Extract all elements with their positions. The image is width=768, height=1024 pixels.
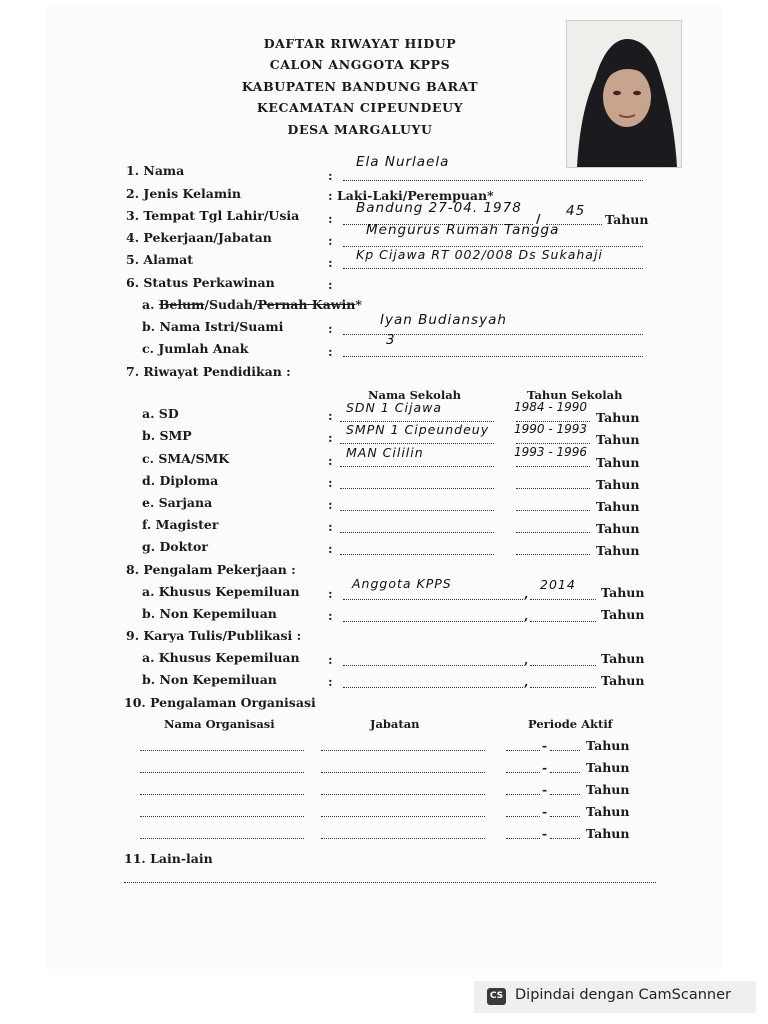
camscanner-logo-icon: CS xyxy=(487,988,506,1005)
org-unit: Tahun xyxy=(586,782,630,797)
col-org-role: Jabatan xyxy=(370,717,420,731)
karya-unit: Tahun xyxy=(601,673,645,688)
colon: : xyxy=(328,344,333,359)
karya-line[interactable] xyxy=(343,665,523,666)
col-year: Tahun Sekolah xyxy=(527,388,623,402)
org-name-line[interactable] xyxy=(140,750,304,751)
doc-regency: KABUPATEN BANDUNG BARAT xyxy=(241,79,479,94)
comma: , xyxy=(524,674,529,689)
comma: , xyxy=(524,652,529,667)
colon: : xyxy=(328,430,333,445)
org-start-line[interactable] xyxy=(506,816,540,817)
org-name-line[interactable] xyxy=(140,794,304,795)
org-role-line[interactable] xyxy=(321,838,485,839)
job-year-line xyxy=(530,621,596,622)
org-start-line[interactable] xyxy=(506,838,540,839)
ttl-age[interactable]: 45 xyxy=(566,203,586,219)
edu-school-line xyxy=(340,488,494,489)
dash: - xyxy=(542,760,548,775)
doc-district: KECAMATAN CIPEUNDEUY xyxy=(256,100,464,115)
colon: : xyxy=(328,519,333,534)
karya-line[interactable] xyxy=(343,687,523,688)
doc-subtitle: CALON ANGGOTA KPPS xyxy=(269,57,451,72)
ttl-place-date[interactable]: Bandung 27-04. 1978 xyxy=(356,200,522,216)
istri-value[interactable]: Iyan Budiansyah xyxy=(380,312,507,328)
camscanner-text: Dipindai dengan CamScanner xyxy=(515,987,732,1003)
edu-unit: Tahun xyxy=(596,455,640,470)
org-unit: Tahun xyxy=(586,804,630,819)
edu-school-line xyxy=(340,443,494,444)
karya-unit: Tahun xyxy=(601,651,645,666)
edu-year-line xyxy=(516,443,590,444)
col-org-period: Periode Aktif xyxy=(528,717,613,731)
dash: - xyxy=(542,782,548,797)
profile-photo xyxy=(566,20,682,168)
org-start-line[interactable] xyxy=(506,772,540,773)
org-name-line[interactable] xyxy=(140,772,304,773)
karya-title: 9. Karya Tulis/Publikasi : xyxy=(126,628,302,643)
kerja-label: 4. Pekerjaan/Jabatan xyxy=(126,230,272,245)
org-role-line[interactable] xyxy=(321,794,485,795)
pendidikan-title: 7. Riwayat Pendidikan : xyxy=(126,364,291,379)
org-start-line[interactable] xyxy=(506,794,540,795)
org-unit: Tahun xyxy=(586,760,630,775)
edu-school-line xyxy=(340,466,494,467)
job-label: a. Khusus Kepemiluan xyxy=(142,584,300,599)
org-unit: Tahun xyxy=(586,738,630,753)
organisasi-title: 10. Pengalaman Organisasi xyxy=(124,695,316,710)
edu-label: f. Magister xyxy=(142,517,219,532)
kerja-value[interactable]: Mengurus Rumah Tangga xyxy=(366,222,560,238)
job-label: b. Non Kepemiluan xyxy=(142,606,277,621)
org-name-line[interactable] xyxy=(140,838,304,839)
col-school: Nama Sekolah xyxy=(368,388,462,402)
karya-label: b. Non Kepemiluan xyxy=(142,672,277,687)
pekerjaan-title: 8. Pengalam Pekerjaan : xyxy=(126,562,296,577)
ttl-label: 3. Tempat Tgl Lahir/Usia xyxy=(126,208,300,223)
colon: : xyxy=(328,233,333,248)
job-unit: Tahun xyxy=(601,585,645,600)
edu-year-line xyxy=(516,510,590,511)
edu-label: c. SMA/SMK xyxy=(142,451,230,466)
edu-school-value[interactable]: SDN 1 Cijawa xyxy=(346,400,443,415)
nama-value[interactable]: Ela Nurlaela xyxy=(356,154,450,170)
edu-school-line xyxy=(340,554,494,555)
anak-label: c. Jumlah Anak xyxy=(142,341,249,356)
edu-unit: Tahun xyxy=(596,432,640,447)
alamat-value[interactable]: Kp Cijawa RT 002/008 Ds Sukahaji xyxy=(356,247,603,262)
colon: : xyxy=(328,608,333,623)
edu-year-line xyxy=(516,466,590,467)
edu-year-value[interactable]: 1984 - 1990 xyxy=(514,400,588,414)
ttl-unit: Tahun xyxy=(605,212,649,227)
colon: : xyxy=(328,321,333,336)
edu-school-line xyxy=(340,510,494,511)
org-end-line[interactable] xyxy=(550,838,580,839)
karya-year-line[interactable] xyxy=(530,687,596,688)
edu-school-value[interactable]: MAN Cililin xyxy=(346,445,424,460)
colon: : xyxy=(328,674,333,689)
colon: : xyxy=(328,408,333,423)
karya-label: a. Khusus Kepemiluan xyxy=(142,650,300,665)
colon: : xyxy=(328,453,333,468)
camscanner-watermark xyxy=(474,981,756,1013)
doc-village: DESA MARGALUYU xyxy=(287,122,433,137)
comma: , xyxy=(524,608,529,623)
dash: - xyxy=(542,738,548,753)
colon: : xyxy=(328,255,333,270)
istri-label: b. Nama Istri/Suami xyxy=(142,319,284,334)
job-year-line xyxy=(530,599,596,600)
dash: - xyxy=(542,804,548,819)
edu-unit: Tahun xyxy=(596,477,640,492)
lain-title: 11. Lain-lain xyxy=(124,851,213,866)
org-end-line[interactable] xyxy=(550,750,580,751)
edu-year-value[interactable]: 1993 - 1996 xyxy=(514,445,588,459)
anak-value[interactable]: 3 xyxy=(386,332,396,348)
col-org-name: Nama Organisasi xyxy=(164,717,275,731)
edu-label: a. SD xyxy=(142,406,179,421)
org-end-line[interactable] xyxy=(550,794,580,795)
edu-unit: Tahun xyxy=(596,543,640,558)
ttl-sep: / xyxy=(536,211,541,226)
edu-year-line xyxy=(516,532,590,533)
colon: : xyxy=(328,277,333,292)
job-line xyxy=(343,599,523,600)
edu-label: b. SMP xyxy=(142,428,192,443)
edu-school-value[interactable]: SMPN 1 Cipeundeuy xyxy=(346,422,490,437)
org-start-line[interactable] xyxy=(506,750,540,751)
edu-label: e. Sarjana xyxy=(142,495,213,510)
kawin-options: a. Belum/Sudah/Pernah Kawin* xyxy=(142,297,362,312)
org-end-line[interactable] xyxy=(550,816,580,817)
colon: : xyxy=(328,211,333,226)
edu-unit: Tahun xyxy=(596,499,640,514)
job-line xyxy=(343,621,523,622)
doc-title: DAFTAR RIWAYAT HIDUP xyxy=(263,36,457,51)
edu-year-line xyxy=(516,554,590,555)
colon: : xyxy=(328,586,333,601)
edu-label: d. Diploma xyxy=(142,473,219,488)
job-value[interactable]: Anggota KPPS xyxy=(352,576,452,591)
colon: : xyxy=(328,652,333,667)
nama-label: 1. Nama xyxy=(126,163,185,178)
job-unit: Tahun xyxy=(601,607,645,622)
colon: : xyxy=(328,475,333,490)
org-role-line[interactable] xyxy=(321,750,485,751)
edu-school-line xyxy=(340,532,494,533)
edu-label: g. Doktor xyxy=(142,539,208,554)
dash: - xyxy=(542,826,548,841)
org-name-line[interactable] xyxy=(140,816,304,817)
lain-line[interactable] xyxy=(124,882,656,883)
org-end-line[interactable] xyxy=(550,772,580,773)
colon: : xyxy=(328,497,333,512)
alamat-line xyxy=(343,268,643,269)
nama-line xyxy=(343,180,643,181)
comma: , xyxy=(524,586,529,601)
org-role-line[interactable] xyxy=(321,816,485,817)
org-role-line[interactable] xyxy=(321,772,485,773)
edu-year-line xyxy=(516,488,590,489)
jk-value: : Laki-Laki/Perempuan* xyxy=(328,188,494,203)
job-year[interactable]: 2014 xyxy=(540,577,576,592)
org-unit: Tahun xyxy=(586,826,630,841)
kawin-label: 6. Status Perkawinan xyxy=(126,275,275,290)
edu-unit: Tahun xyxy=(596,521,640,536)
edu-unit: Tahun xyxy=(596,410,640,425)
edu-year-value[interactable]: 1990 - 1993 xyxy=(514,422,588,436)
colon: : xyxy=(328,168,333,183)
karya-year-line[interactable] xyxy=(530,665,596,666)
colon: : xyxy=(328,541,333,556)
anak-line xyxy=(343,356,643,357)
jk-label: 2. Jenis Kelamin xyxy=(126,186,241,201)
alamat-label: 5. Alamat xyxy=(126,252,194,267)
